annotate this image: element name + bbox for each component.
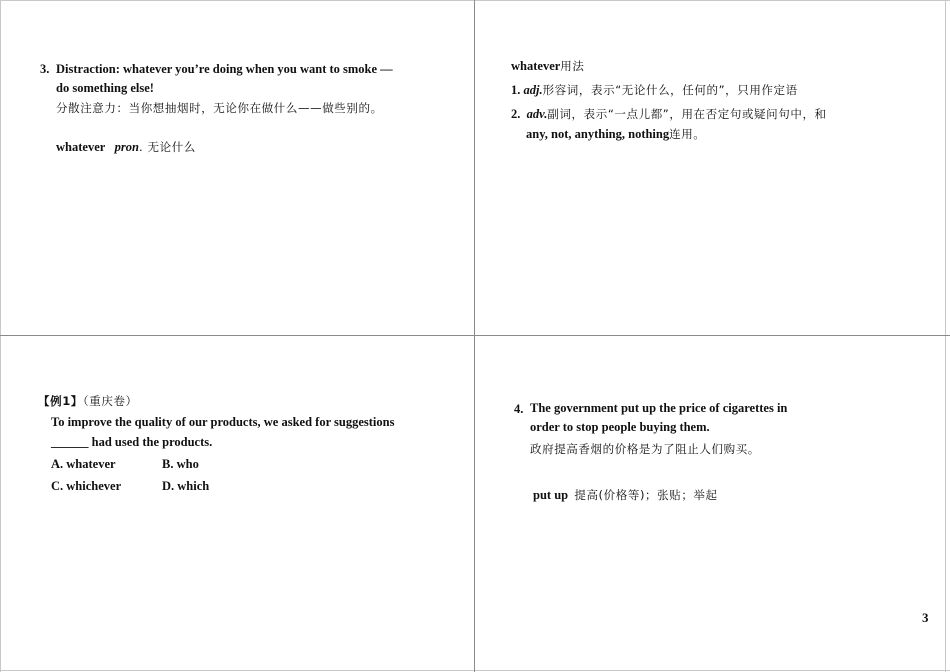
page-border-top: [0, 0, 950, 1]
slide4-phrase: put up: [533, 488, 569, 502]
slide2-usage-1-pos: adj.: [523, 83, 543, 97]
slide4-translation: 政府提高香烟的价格是为了阻止人们购买。: [530, 442, 760, 456]
slide3-example-tag: 【例1】: [38, 394, 83, 408]
slide2-usage-2-continued: [526, 126, 705, 142]
slide4-item-number: 4.: [514, 402, 524, 416]
slide1-word: whatever: [56, 140, 106, 154]
slide1-meaning: . 无论什么: [139, 140, 196, 154]
slide1-sentence-line2: do something else!: [56, 81, 154, 95]
horizontal-divider: [0, 335, 950, 336]
slide4-meaning: 提高(价格等)；张贴；举起: [574, 488, 718, 502]
slide1-sentence-line1: Distraction: whatever you’re doing when you want to smoke —: [56, 62, 393, 76]
slide3-example-source: （重庆卷）: [82, 394, 138, 408]
slide1-translation: 分散注意力：当你想抽烟时，无论你在做什么——做些别的。: [56, 101, 383, 115]
page-number: 3: [922, 610, 929, 625]
slide2-usage-2-number: 2.: [511, 107, 521, 121]
page-border-bottom: [0, 670, 950, 671]
slide1-vocab-line: [56, 139, 196, 155]
slide3-option-c: C. whichever: [51, 479, 122, 493]
vertical-divider: [474, 0, 475, 672]
slide3-option-a: A. whatever: [51, 457, 116, 471]
slide4-vocab-line: [533, 487, 718, 503]
slide2-usage-2-pos: adv.: [526, 107, 548, 121]
slide2-heading-word: whatever: [511, 59, 561, 73]
slide2-usage-1: [511, 82, 798, 98]
page-border-right: [945, 0, 946, 672]
page-border-left: [0, 0, 1, 672]
slide4-sentence-line2: order to stop people buying them.: [530, 420, 710, 434]
slide3-option-d: D. which: [162, 479, 210, 493]
slide2-usage-2-words: any, not, anything, nothing: [526, 127, 670, 141]
slide3-example-label: [38, 393, 138, 409]
slide2-usage-2-text: 副词，表示“一点儿都”，用在否定句或疑问句中，和: [547, 107, 827, 121]
slide2-usage-1-number: 1.: [511, 83, 521, 97]
slide3-question-line2: ______ had used the products.: [51, 435, 213, 449]
slide2-heading: [511, 58, 585, 74]
slide3-option-b: B. who: [162, 457, 199, 471]
slide3-question-line1: To improve the quality of our products, we asked for suggestions: [51, 415, 395, 429]
slide2-usage-2: [511, 106, 827, 122]
slide1-part-of-speech: pron: [114, 140, 139, 154]
slide4-sentence-line1: The government put up the price of cigarettes in: [530, 401, 788, 415]
slide1-item-number: 3.: [40, 62, 50, 76]
slide2-usage-1-text: 形容词，表示“无论什么，任何的”，只用作定语: [542, 83, 798, 97]
slide2-heading-label: 用法: [560, 59, 585, 73]
slide2-usage-2-tail: 连用。: [669, 127, 706, 141]
